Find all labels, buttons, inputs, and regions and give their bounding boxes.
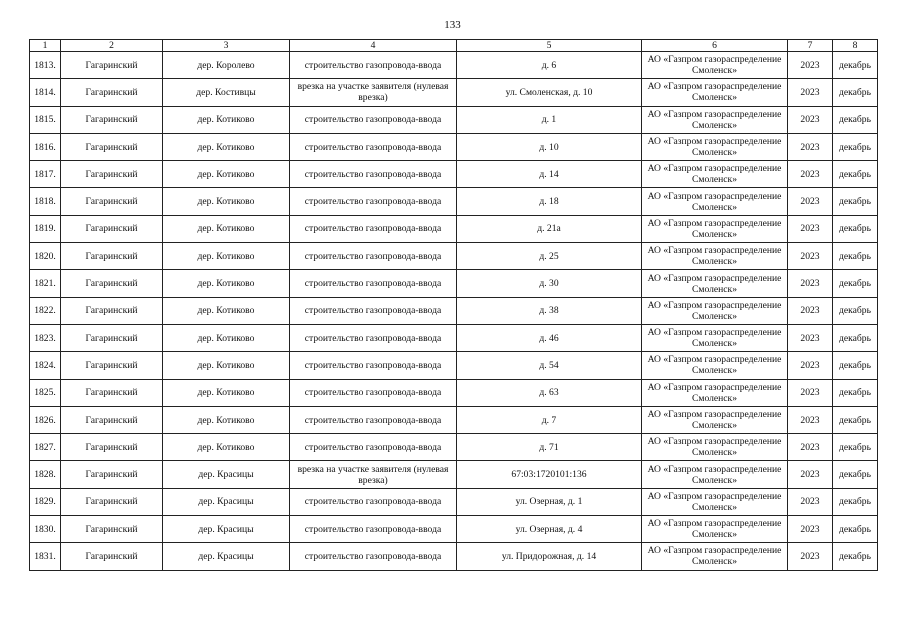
cell-row-number: 1816. [30, 133, 61, 160]
cell-address: д. 7 [457, 406, 642, 433]
cell-work-type: строительство газопровода-ввода [290, 543, 457, 570]
cell-address: д. 1 [457, 106, 642, 133]
cell-district: Гагаринский [61, 52, 163, 79]
cell-address: д. 38 [457, 297, 642, 324]
cell-settlement: дер. Котиково [163, 270, 290, 297]
cell-year: 2023 [788, 52, 833, 79]
cell-settlement: дер. Королево [163, 52, 290, 79]
cell-district: Гагаринский [61, 543, 163, 570]
page-number: 133 [444, 19, 461, 31]
cell-settlement: дер. Котиково [163, 379, 290, 406]
table-row [30, 52, 878, 79]
cell-settlement: дер. Котиково [163, 161, 290, 188]
cell-address: ул. Озерная, д. 4 [457, 516, 642, 543]
cell-district: Гагаринский [61, 461, 163, 488]
cell-row-number: 1830. [30, 516, 61, 543]
table-header [30, 40, 878, 52]
table-row [30, 406, 878, 433]
cell-month: декабрь [833, 352, 878, 379]
cell-address: ул. Озерная, д. 1 [457, 488, 642, 515]
cell-year: 2023 [788, 215, 833, 242]
cell-settlement: дер. Котиково [163, 133, 290, 160]
cell-month: декабрь [833, 543, 878, 570]
cell-settlement: дер. Котиково [163, 188, 290, 215]
cell-organization: АО «Газпром газораспределение Смоленск» [642, 406, 788, 433]
cell-settlement: дер. Котиково [163, 243, 290, 270]
cell-organization: АО «Газпром газораспределение Смоленск» [642, 379, 788, 406]
cell-address: д. 63 [457, 379, 642, 406]
cell-district: Гагаринский [61, 133, 163, 160]
cell-settlement: дер. Котиково [163, 406, 290, 433]
table-row [30, 543, 878, 570]
cell-settlement: дер. Красицы [163, 516, 290, 543]
cell-row-number: 1822. [30, 297, 61, 324]
cell-row-number: 1818. [30, 188, 61, 215]
cell-district: Гагаринский [61, 270, 163, 297]
cell-organization: АО «Газпром газораспределение Смоленск» [642, 133, 788, 160]
cell-work-type: строительство газопровода-ввода [290, 488, 457, 515]
cell-work-type: врезка на участке заявителя (нулевая врезка) [290, 461, 457, 488]
cell-settlement: дер. Котиково [163, 215, 290, 242]
cell-settlement: дер. Красицы [163, 461, 290, 488]
cell-year: 2023 [788, 297, 833, 324]
cell-address: д. 54 [457, 352, 642, 379]
table-row [30, 106, 878, 133]
column-header: 6 [642, 40, 788, 52]
cell-month: декабрь [833, 434, 878, 461]
cell-row-number: 1824. [30, 352, 61, 379]
table-row [30, 488, 878, 515]
table-row [30, 79, 878, 106]
cell-year: 2023 [788, 543, 833, 570]
cell-organization: АО «Газпром газораспределение Смоленск» [642, 188, 788, 215]
cell-row-number: 1813. [30, 52, 61, 79]
cell-address: 67:03:1720101:136 [457, 461, 642, 488]
cell-work-type: строительство газопровода-ввода [290, 324, 457, 351]
cell-settlement: дер. Котиково [163, 297, 290, 324]
cell-district: Гагаринский [61, 516, 163, 543]
cell-work-type: строительство газопровода-ввода [290, 161, 457, 188]
table-row [30, 434, 878, 461]
table-row [30, 270, 878, 297]
column-header: 1 [30, 40, 61, 52]
cell-address: д. 25 [457, 243, 642, 270]
column-header: 4 [290, 40, 457, 52]
table-row [30, 516, 878, 543]
cell-district: Гагаринский [61, 324, 163, 351]
cell-address: д. 71 [457, 434, 642, 461]
cell-settlement: дер. Котиково [163, 434, 290, 461]
cell-address: д. 30 [457, 270, 642, 297]
cell-settlement: дер. Котиково [163, 324, 290, 351]
cell-organization: АО «Газпром газораспределение Смоленск» [642, 324, 788, 351]
cell-year: 2023 [788, 324, 833, 351]
cell-row-number: 1821. [30, 270, 61, 297]
cell-organization: АО «Газпром газораспределение Смоленск» [642, 215, 788, 242]
cell-organization: АО «Газпром газораспределение Смоленск» [642, 79, 788, 106]
cell-year: 2023 [788, 406, 833, 433]
cell-work-type: врезка на участке заявителя (нулевая врезка) [290, 79, 457, 106]
cell-address: д. 14 [457, 161, 642, 188]
cell-year: 2023 [788, 161, 833, 188]
cell-organization: АО «Газпром газораспределение Смоленск» [642, 243, 788, 270]
cell-row-number: 1828. [30, 461, 61, 488]
cell-organization: АО «Газпром газораспределение Смоленск» [642, 106, 788, 133]
cell-work-type: строительство газопровода-ввода [290, 106, 457, 133]
cell-work-type: строительство газопровода-ввода [290, 352, 457, 379]
column-header: 7 [788, 40, 833, 52]
cell-district: Гагаринский [61, 379, 163, 406]
cell-row-number: 1819. [30, 215, 61, 242]
table-row [30, 133, 878, 160]
cell-district: Гагаринский [61, 488, 163, 515]
cell-row-number: 1827. [30, 434, 61, 461]
cell-address: д. 10 [457, 133, 642, 160]
table-row [30, 352, 878, 379]
cell-month: декабрь [833, 52, 878, 79]
cell-work-type: строительство газопровода-ввода [290, 379, 457, 406]
cell-year: 2023 [788, 188, 833, 215]
cell-work-type: строительство газопровода-ввода [290, 133, 457, 160]
cell-row-number: 1831. [30, 543, 61, 570]
table-row [30, 297, 878, 324]
cell-row-number: 1817. [30, 161, 61, 188]
cell-address: д. 21а [457, 215, 642, 242]
column-header: 3 [163, 40, 290, 52]
cell-organization: АО «Газпром газораспределение Смоленск» [642, 543, 788, 570]
cell-district: Гагаринский [61, 79, 163, 106]
cell-year: 2023 [788, 106, 833, 133]
cell-district: Гагаринский [61, 106, 163, 133]
cell-month: декабрь [833, 243, 878, 270]
cell-district: Гагаринский [61, 406, 163, 433]
cell-year: 2023 [788, 133, 833, 160]
cell-work-type: строительство газопровода-ввода [290, 243, 457, 270]
column-header: 8 [833, 40, 878, 52]
cell-settlement: дер. Красицы [163, 543, 290, 570]
cell-month: декабрь [833, 106, 878, 133]
cell-district: Гагаринский [61, 215, 163, 242]
table-row [30, 215, 878, 242]
register-table [29, 39, 878, 571]
cell-month: декабрь [833, 461, 878, 488]
cell-month: декабрь [833, 406, 878, 433]
cell-address: д. 46 [457, 324, 642, 351]
cell-row-number: 1829. [30, 488, 61, 515]
cell-work-type: строительство газопровода-ввода [290, 52, 457, 79]
cell-work-type: строительство газопровода-ввода [290, 406, 457, 433]
cell-organization: АО «Газпром газораспределение Смоленск» [642, 270, 788, 297]
cell-organization: АО «Газпром газораспределение Смоленск» [642, 297, 788, 324]
cell-organization: АО «Газпром газораспределение Смоленск» [642, 516, 788, 543]
cell-month: декабрь [833, 488, 878, 515]
cell-year: 2023 [788, 434, 833, 461]
cell-organization: АО «Газпром газораспределение Смоленск» [642, 352, 788, 379]
table-row [30, 243, 878, 270]
cell-settlement: дер. Котиково [163, 352, 290, 379]
cell-district: Гагаринский [61, 243, 163, 270]
header-row [30, 40, 878, 52]
cell-work-type: строительство газопровода-ввода [290, 434, 457, 461]
cell-row-number: 1826. [30, 406, 61, 433]
cell-year: 2023 [788, 243, 833, 270]
cell-row-number: 1814. [30, 79, 61, 106]
cell-month: декабрь [833, 133, 878, 160]
cell-district: Гагаринский [61, 297, 163, 324]
cell-organization: АО «Газпром газораспределение Смоленск» [642, 52, 788, 79]
column-header: 5 [457, 40, 642, 52]
table-row [30, 161, 878, 188]
cell-row-number: 1815. [30, 106, 61, 133]
cell-address: д. 18 [457, 188, 642, 215]
cell-settlement: дер. Котиково [163, 106, 290, 133]
table-body [30, 52, 878, 571]
cell-district: Гагаринский [61, 161, 163, 188]
cell-year: 2023 [788, 516, 833, 543]
cell-address: ул. Смоленская, д. 10 [457, 79, 642, 106]
cell-year: 2023 [788, 79, 833, 106]
cell-month: декабрь [833, 215, 878, 242]
table-row [30, 461, 878, 488]
cell-year: 2023 [788, 352, 833, 379]
cell-year: 2023 [788, 270, 833, 297]
cell-month: декабрь [833, 79, 878, 106]
cell-district: Гагаринский [61, 352, 163, 379]
cell-year: 2023 [788, 461, 833, 488]
cell-month: декабрь [833, 324, 878, 351]
cell-address: ул. Придорожная, д. 14 [457, 543, 642, 570]
table-row [30, 188, 878, 215]
cell-row-number: 1823. [30, 324, 61, 351]
cell-work-type: строительство газопровода-ввода [290, 516, 457, 543]
cell-work-type: строительство газопровода-ввода [290, 297, 457, 324]
cell-settlement: дер. Костивцы [163, 79, 290, 106]
cell-month: декабрь [833, 379, 878, 406]
cell-district: Гагаринский [61, 188, 163, 215]
column-header: 2 [61, 40, 163, 52]
cell-year: 2023 [788, 488, 833, 515]
cell-month: декабрь [833, 297, 878, 324]
cell-row-number: 1820. [30, 243, 61, 270]
cell-organization: АО «Газпром газораспределение Смоленск» [642, 161, 788, 188]
cell-address: д. 6 [457, 52, 642, 79]
table-row [30, 379, 878, 406]
cell-organization: АО «Газпром газораспределение Смоленск» [642, 461, 788, 488]
cell-organization: АО «Газпром газораспределение Смоленск» [642, 488, 788, 515]
cell-settlement: дер. Красицы [163, 488, 290, 515]
cell-month: декабрь [833, 188, 878, 215]
table-row [30, 324, 878, 351]
cell-month: декабрь [833, 516, 878, 543]
cell-work-type: строительство газопровода-ввода [290, 188, 457, 215]
cell-month: декабрь [833, 161, 878, 188]
cell-work-type: строительство газопровода-ввода [290, 215, 457, 242]
cell-work-type: строительство газопровода-ввода [290, 270, 457, 297]
cell-month: декабрь [833, 270, 878, 297]
cell-organization: АО «Газпром газораспределение Смоленск» [642, 434, 788, 461]
cell-row-number: 1825. [30, 379, 61, 406]
cell-district: Гагаринский [61, 434, 163, 461]
cell-year: 2023 [788, 379, 833, 406]
